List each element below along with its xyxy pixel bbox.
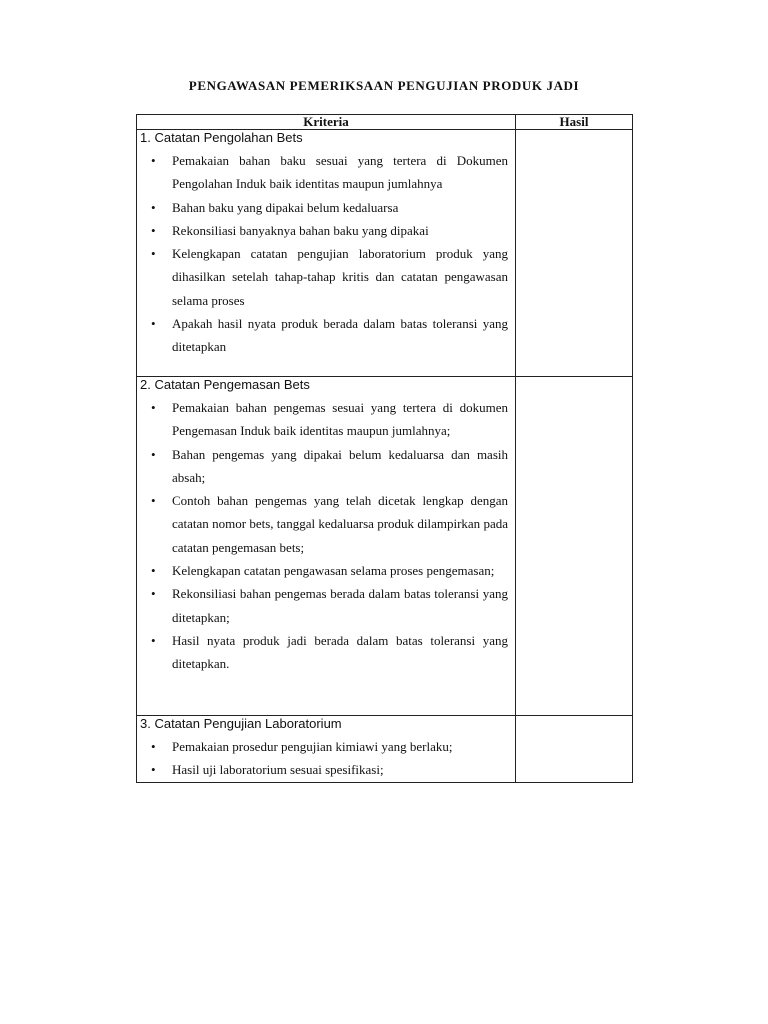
table-header-row (137, 115, 633, 130)
header-kriteria: Kriteria (137, 115, 516, 130)
list-item (151, 559, 508, 582)
kriteria-cell (137, 130, 516, 377)
list-item-text: Rekonsiliasi banyaknya bahan baku yang dipakai (172, 222, 429, 238)
list-item (151, 312, 508, 359)
list-item (151, 735, 508, 758)
list-item-text: Pemakaian bahan baku sesuai yang tertera di Dokumen Pengolahan Induk baik identitas maupun jumlahnya (172, 153, 508, 192)
list-item (151, 489, 508, 559)
kriteria-cell (137, 377, 516, 716)
section-title: 3. Catatan Pengujian Laboratorium (140, 716, 342, 731)
list-item-text: Rekonsiliasi bahan pengemas berada dalam batas toleransi yang ditetapkan; (172, 586, 508, 625)
list-item (151, 758, 508, 781)
list-item-text: Bahan baku yang dipakai belum kedaluarsa (172, 199, 399, 215)
bullet-icon: • (151, 316, 156, 332)
criteria-list (137, 732, 515, 782)
bullet-icon: • (151, 400, 156, 415)
criteria-list (137, 393, 515, 676)
kriteria-cell (137, 716, 516, 783)
bullet-icon: • (151, 446, 156, 462)
table-row (137, 377, 633, 716)
list-item-text: Kelengkapan catatan pengawasan selama proses pengemasan; (172, 563, 495, 579)
list-item-text: Hasil uji laboratorium sesuai spesifikasi; (172, 762, 384, 778)
section-title: 1. Catatan Pengolahan Bets (140, 130, 303, 145)
section-title: 2. Catatan Pengemasan Bets (140, 377, 310, 392)
bullet-icon: • (151, 563, 156, 579)
list-item-text: Apakah hasil nyata produk berada dalam batas toleransi yang ditetapkan (172, 316, 508, 355)
list-item (151, 219, 508, 242)
list-item (151, 196, 508, 219)
list-item (151, 149, 508, 196)
bullet-icon: • (151, 762, 156, 778)
bullet-icon: • (151, 632, 156, 648)
bullet-icon: • (151, 739, 156, 754)
list-item-text: Kelengkapan catatan pengujian laboratorium produk yang dihasilkan setelah tahap-tahap kritis dan catatan pengawasan selama proses (172, 246, 508, 308)
hasil-cell[interactable] (516, 377, 633, 716)
document-title: PENGAWASAN PEMERIKSAAN PENGUJIAN PRODUK JADI (188, 78, 580, 93)
list-item (151, 629, 508, 676)
list-item-text: Bahan pengemas yang dipakai belum kedaluarsa dan masih absah; (172, 446, 508, 485)
list-item-text: Pemakaian prosedur pengujian kimiawi yang berlaku; (172, 739, 453, 754)
hasil-cell[interactable] (516, 716, 633, 783)
criteria-table (136, 114, 633, 783)
list-item-text: Pemakaian bahan pengemas sesuai yang tertera di dokumen Pengemasan Induk baik identitas maupun jumlahnya; (172, 400, 508, 439)
header-hasil: Hasil (516, 115, 633, 130)
bullet-icon: • (151, 222, 156, 238)
list-item (151, 242, 508, 312)
list-item (151, 443, 508, 490)
list-item (151, 396, 508, 443)
bullet-icon: • (151, 199, 156, 215)
bullet-icon: • (151, 493, 156, 509)
list-item-text: Hasil nyata produk jadi berada dalam batas toleransi yang ditetapkan. (172, 632, 508, 672)
bullet-icon: • (151, 246, 156, 262)
bullet-icon: • (151, 586, 156, 602)
criteria-list (137, 146, 515, 359)
bullet-icon: • (151, 153, 156, 168)
list-item-text: Contoh bahan pengemas yang telah dicetak lengkap dengan catatan nomor bets, tanggal kedaluarsa produk dilampirkan pada catatan pengemasan bets; (172, 493, 508, 555)
hasil-cell[interactable] (516, 130, 633, 377)
table-row (137, 130, 633, 377)
table-row (137, 716, 633, 783)
list-item (151, 582, 508, 629)
